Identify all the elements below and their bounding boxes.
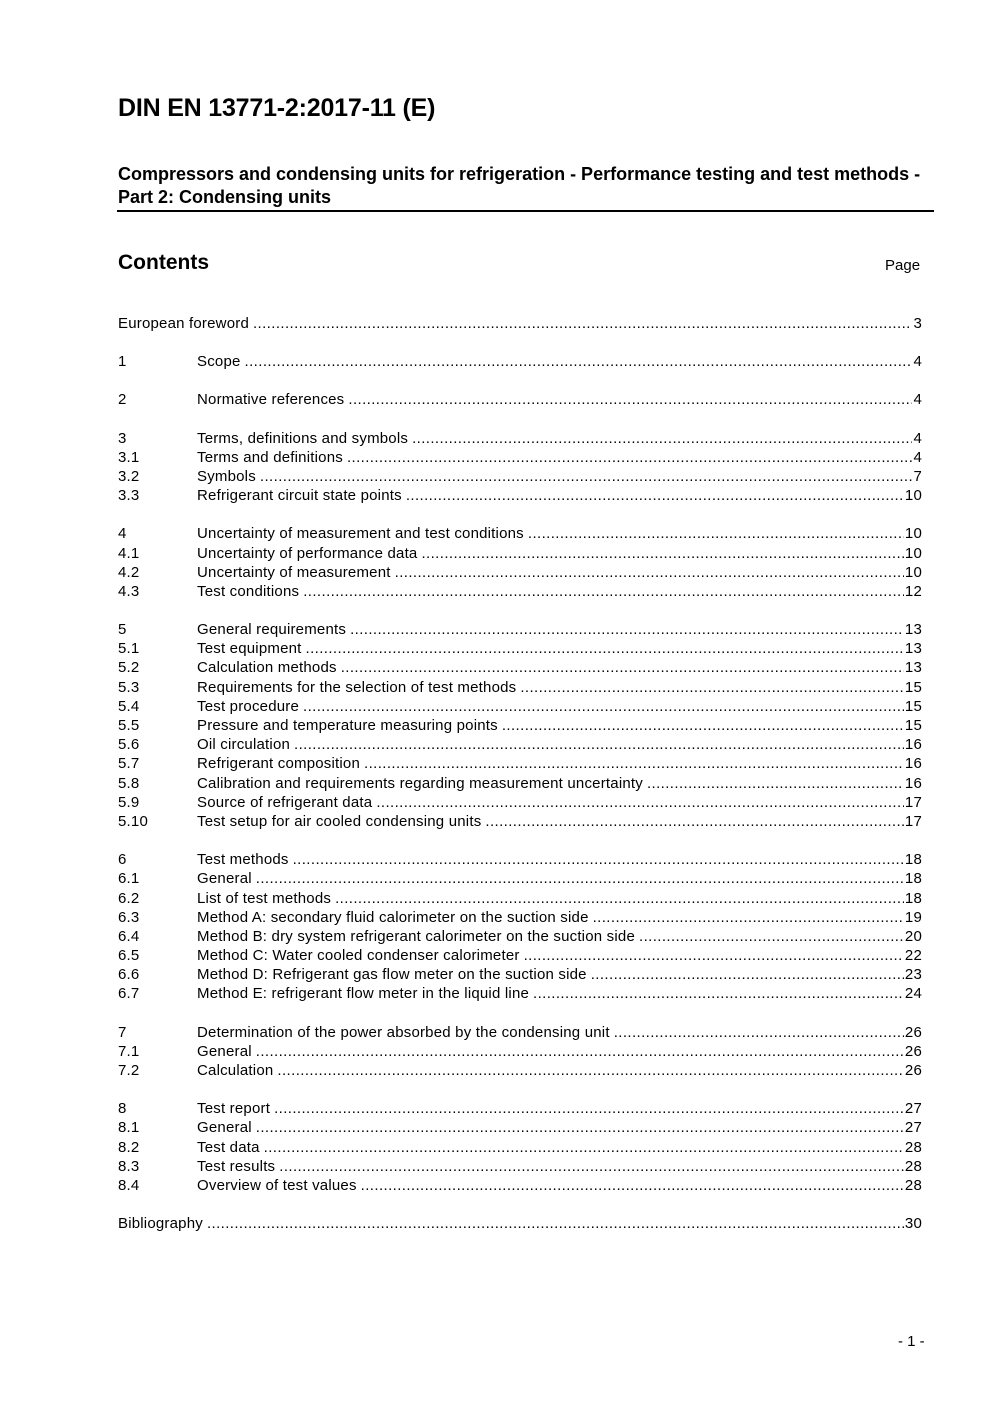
toc-dot-leader [376, 794, 904, 811]
toc-entry-page: 30 [904, 1215, 922, 1233]
toc-entry-page: 7 [913, 467, 922, 485]
toc-dot-leader [207, 1215, 904, 1232]
toc-dot-leader [303, 583, 904, 600]
toc-entry-page: 4 [913, 391, 922, 409]
toc-dot-leader [520, 679, 904, 696]
toc-group [118, 391, 922, 410]
toc-entry-page: 17 [904, 793, 922, 811]
toc-entry-number: 7.1 [118, 1042, 140, 1060]
toc-entry-number: 3 [118, 429, 127, 447]
toc-entry-title: Method B: dry system refrigerant calorimeter on the suction side [197, 927, 635, 945]
toc-entry-number: 8.3 [118, 1157, 140, 1175]
toc-entry[interactable] [118, 717, 922, 736]
toc-entry-title: Method E: refrigerant flow meter in the liquid line [197, 985, 530, 1003]
toc-entry-page: 28 [904, 1176, 922, 1194]
toc-entry-title: Oil circulation [197, 736, 291, 754]
toc-entry-title: General [197, 1042, 252, 1060]
toc-entry-page: 24 [904, 985, 922, 1003]
toc-entry[interactable] [118, 640, 922, 659]
toc-entry[interactable] [118, 679, 922, 698]
toc-entry-page: 18 [904, 851, 922, 869]
toc-entry-title: Test methods [197, 851, 289, 869]
table-of-contents [118, 315, 922, 1253]
toc-entry-number: 5.10 [118, 812, 148, 830]
toc-entry-title: Scope [197, 353, 241, 371]
toc-entry-title: Source of refrigerant data [197, 793, 373, 811]
toc-entry-title: Requirements for the selection of test methods [197, 678, 517, 696]
toc-entry-title: Method C: Water cooled condenser calorimeter [197, 947, 520, 965]
toc-entry-title: General [197, 870, 252, 888]
toc-entry-page: 19 [904, 908, 922, 926]
toc-entry[interactable] [118, 870, 922, 889]
toc-entry[interactable] [118, 315, 922, 334]
toc-entry-title: European foreword [118, 315, 249, 332]
toc-entry-page: 28 [904, 1157, 922, 1175]
toc-entry-title: Terms, definitions and symbols [197, 429, 409, 447]
toc-entry-title: Test setup for air cooled condensing units [197, 812, 482, 830]
toc-dot-leader [303, 698, 904, 715]
toc-entry-page: 28 [904, 1138, 922, 1156]
toc-dot-leader [293, 851, 904, 868]
toc-entry-page: 10 [904, 525, 922, 543]
document-title: DIN EN 13771-2:2017-11 (E) [118, 94, 436, 122]
toc-dot-leader [502, 717, 904, 734]
toc-entry[interactable] [118, 813, 922, 832]
toc-dot-leader [614, 1024, 904, 1041]
toc-entry-title: Test procedure [197, 697, 300, 715]
toc-entry[interactable] [118, 353, 922, 372]
toc-entry-title: Test report [197, 1100, 271, 1118]
toc-entry-number: 3.2 [118, 467, 140, 485]
toc-entry-number: 4.3 [118, 582, 140, 600]
toc-dot-leader [639, 928, 904, 945]
toc-entry-number: 3.3 [118, 487, 140, 505]
toc-entry[interactable] [118, 736, 922, 755]
toc-entry-page: 16 [904, 736, 922, 754]
toc-entry-number: 5.4 [118, 697, 140, 715]
toc-group [118, 1215, 922, 1234]
toc-entry-number: 5.5 [118, 717, 140, 734]
toc-entry-page: 10 [904, 544, 922, 562]
toc-entry-number: 7.2 [118, 1062, 140, 1079]
toc-entry-page: 4 [913, 429, 922, 447]
toc-entry-page: 16 [904, 755, 922, 773]
toc-entry-number: 5.3 [118, 678, 140, 696]
toc-entry[interactable] [118, 1177, 922, 1196]
toc-dot-leader [274, 1100, 904, 1117]
toc-entry[interactable] [118, 487, 922, 506]
toc-entry[interactable] [118, 1024, 922, 1043]
toc-entry-number: 3.1 [118, 448, 140, 466]
toc-entry-title: Calibration and requirements regarding measurement uncertainty [197, 774, 643, 792]
toc-dot-leader [528, 525, 904, 542]
toc-entry-title: Calculation methods [197, 659, 337, 677]
toc-entry-number: 2 [118, 391, 127, 409]
toc-dot-leader [306, 640, 904, 657]
toc-entry[interactable] [118, 1043, 922, 1062]
toc-entry-title: Test results [197, 1157, 276, 1175]
toc-entry-number: 8.1 [118, 1119, 140, 1137]
toc-dot-leader [361, 1177, 904, 1194]
toc-entry-page: 10 [904, 563, 922, 581]
toc-entry-number: 6.7 [118, 985, 140, 1003]
toc-entry-page: 18 [904, 889, 922, 907]
toc-group [118, 621, 922, 832]
toc-entry-number: 6.6 [118, 966, 140, 984]
toc-entry[interactable] [118, 659, 922, 678]
toc-entry-title: Refrigerant composition [197, 755, 361, 773]
toc-entry-title: Terms and definitions [197, 448, 343, 466]
toc-entry-title: Symbols [197, 467, 256, 485]
toc-dot-leader [294, 736, 904, 753]
toc-entry-title: Uncertainty of measurement and test conditions [197, 525, 524, 543]
toc-entry[interactable] [118, 468, 922, 487]
toc-entry[interactable] [118, 1100, 922, 1119]
toc-entry-page: 26 [904, 1062, 922, 1079]
toc-entry-number: 4.1 [118, 544, 140, 562]
toc-dot-leader [485, 813, 904, 830]
toc-group [118, 525, 922, 602]
toc-entry-page: 15 [904, 678, 922, 696]
toc-group [118, 1100, 922, 1196]
toc-entry-title: General [197, 1119, 252, 1137]
toc-dot-leader [277, 1062, 903, 1079]
toc-entry-number: 7 [118, 1023, 127, 1041]
toc-dot-leader [347, 449, 913, 466]
toc-entry-number: 6.4 [118, 927, 140, 945]
toc-entry-number: 4.2 [118, 563, 140, 581]
toc-entry-number: 5.6 [118, 736, 140, 754]
toc-entry-title: Method A: secondary fluid calorimeter on the suction side [197, 908, 589, 926]
toc-entry[interactable] [118, 698, 922, 717]
toc-entry-number: 6.5 [118, 947, 140, 965]
title-rule [117, 210, 934, 212]
toc-entry-page: 20 [904, 927, 922, 945]
toc-entry-page: 13 [904, 659, 922, 677]
toc-entry-page: 18 [904, 870, 922, 888]
toc-entry-page: 4 [913, 353, 922, 371]
toc-entry-number: 8.4 [118, 1176, 140, 1194]
toc-entry-number: 5 [118, 621, 127, 639]
toc-entry-page: 17 [904, 812, 922, 830]
toc-dot-leader [256, 870, 904, 887]
toc-group [118, 430, 922, 507]
toc-dot-leader [395, 564, 904, 581]
toc-entry[interactable] [118, 621, 922, 640]
toc-entry-number: 5.1 [118, 640, 140, 658]
toc-entry-title: Uncertainty of performance data [197, 544, 418, 562]
toc-entry-number: 5.8 [118, 774, 140, 792]
toc-entry-title: Pressure and temperature measuring points [197, 717, 498, 734]
toc-entry[interactable] [118, 1062, 922, 1081]
toc-entry-number: 6.2 [118, 889, 140, 907]
toc-dot-leader [350, 621, 904, 638]
toc-entry[interactable] [118, 890, 922, 909]
toc-entry-page: 15 [904, 697, 922, 715]
toc-entry-number: 1 [118, 353, 127, 371]
toc-entry-title: Determination of the power absorbed by the condensing unit [197, 1023, 610, 1041]
toc-dot-leader [253, 315, 912, 332]
toc-entry[interactable] [118, 545, 922, 564]
toc-entry[interactable] [118, 851, 922, 870]
toc-entry-page: 13 [904, 621, 922, 639]
toc-entry[interactable] [118, 947, 922, 966]
page-column-label: Page [885, 257, 921, 274]
toc-entry-title: General requirements [197, 621, 347, 639]
toc-entry[interactable] [118, 564, 922, 583]
toc-entry-number: 8.2 [118, 1138, 140, 1156]
toc-entry[interactable] [118, 909, 922, 928]
toc-dot-leader [421, 545, 903, 562]
toc-entry-page: 3 [913, 315, 922, 332]
toc-dot-leader [647, 775, 904, 792]
toc-entry-title: Test equipment [197, 640, 302, 658]
toc-dot-leader [406, 487, 904, 504]
toc-entry-page: 4 [913, 448, 922, 466]
toc-entry-number: 5.2 [118, 659, 140, 677]
toc-group [118, 353, 922, 372]
toc-entry[interactable] [118, 1139, 922, 1158]
toc-group [118, 315, 922, 334]
toc-entry[interactable] [118, 928, 922, 947]
toc-entry[interactable] [118, 391, 922, 410]
toc-entry-page: 10 [904, 487, 922, 505]
toc-entry-page: 12 [904, 582, 922, 600]
toc-entry-title: Test data [197, 1138, 260, 1156]
toc-entry-page: 27 [904, 1100, 922, 1118]
toc-entry-page: 23 [904, 966, 922, 984]
toc-entry-title: Normative references [197, 391, 345, 409]
toc-entry[interactable] [118, 449, 922, 468]
toc-entry[interactable] [118, 1158, 922, 1177]
toc-entry[interactable] [118, 583, 922, 602]
toc-entry-page: 26 [904, 1023, 922, 1041]
toc-entry-title: Refrigerant circuit state points [197, 487, 402, 505]
toc-entry-number: 8 [118, 1100, 127, 1118]
toc-entry-page: 13 [904, 640, 922, 658]
toc-group [118, 1024, 922, 1082]
toc-dot-leader [279, 1158, 904, 1175]
toc-entry-page: 15 [904, 717, 922, 734]
toc-dot-leader [260, 468, 913, 485]
toc-entry[interactable] [118, 794, 922, 813]
toc-entry[interactable] [118, 525, 922, 544]
toc-dot-leader [256, 1119, 904, 1136]
toc-entry-number: 6.3 [118, 908, 140, 926]
toc-entry[interactable] [118, 1119, 922, 1138]
toc-entry-number: 4 [118, 525, 127, 543]
toc-entry-title: List of test methods [197, 889, 332, 907]
toc-entry-title: Method D: Refrigerant gas flow meter on the suction side [197, 966, 587, 984]
contents-heading: Contents [118, 251, 209, 274]
toc-entry-number: 5.7 [118, 755, 140, 773]
toc-entry-number: 6.1 [118, 870, 140, 888]
toc-entry[interactable] [118, 985, 922, 1004]
document-subtitle: Compressors and condensing units for refrigeration - Performance testing and test methods - Part 2: Condensing units [118, 164, 921, 207]
toc-dot-leader [341, 659, 904, 676]
toc-dot-leader [364, 755, 904, 772]
toc-entry-number: 5.9 [118, 793, 140, 811]
toc-entry[interactable] [118, 1215, 922, 1234]
footer-page-number: - 1 - [898, 1333, 925, 1350]
toc-entry[interactable] [118, 775, 922, 794]
toc-dot-leader [533, 985, 904, 1002]
toc-entry-page: 27 [904, 1119, 922, 1137]
toc-entry-title: Test conditions [197, 582, 300, 600]
toc-group [118, 851, 922, 1005]
toc-entry[interactable] [118, 966, 922, 985]
toc-dot-leader [348, 391, 912, 408]
toc-entry[interactable] [118, 430, 922, 449]
toc-entry-title: Uncertainty of measurement [197, 563, 391, 581]
toc-dot-leader [591, 966, 904, 983]
toc-dot-leader [264, 1139, 904, 1156]
toc-entry[interactable] [118, 755, 922, 774]
toc-entry-page: 26 [904, 1042, 922, 1060]
toc-entry-title: Calculation [197, 1062, 274, 1079]
toc-entry-page: 16 [904, 774, 922, 792]
toc-dot-leader [245, 353, 913, 370]
toc-entry-title: Overview of test values [197, 1176, 357, 1194]
toc-dot-leader [256, 1043, 904, 1060]
toc-entry-page: 22 [904, 947, 922, 965]
toc-dot-leader [335, 890, 904, 907]
toc-dot-leader [524, 947, 904, 964]
toc-entry-title: Bibliography [118, 1215, 203, 1233]
toc-dot-leader [412, 430, 912, 447]
toc-dot-leader [593, 909, 904, 926]
toc-entry-number: 6 [118, 851, 127, 869]
